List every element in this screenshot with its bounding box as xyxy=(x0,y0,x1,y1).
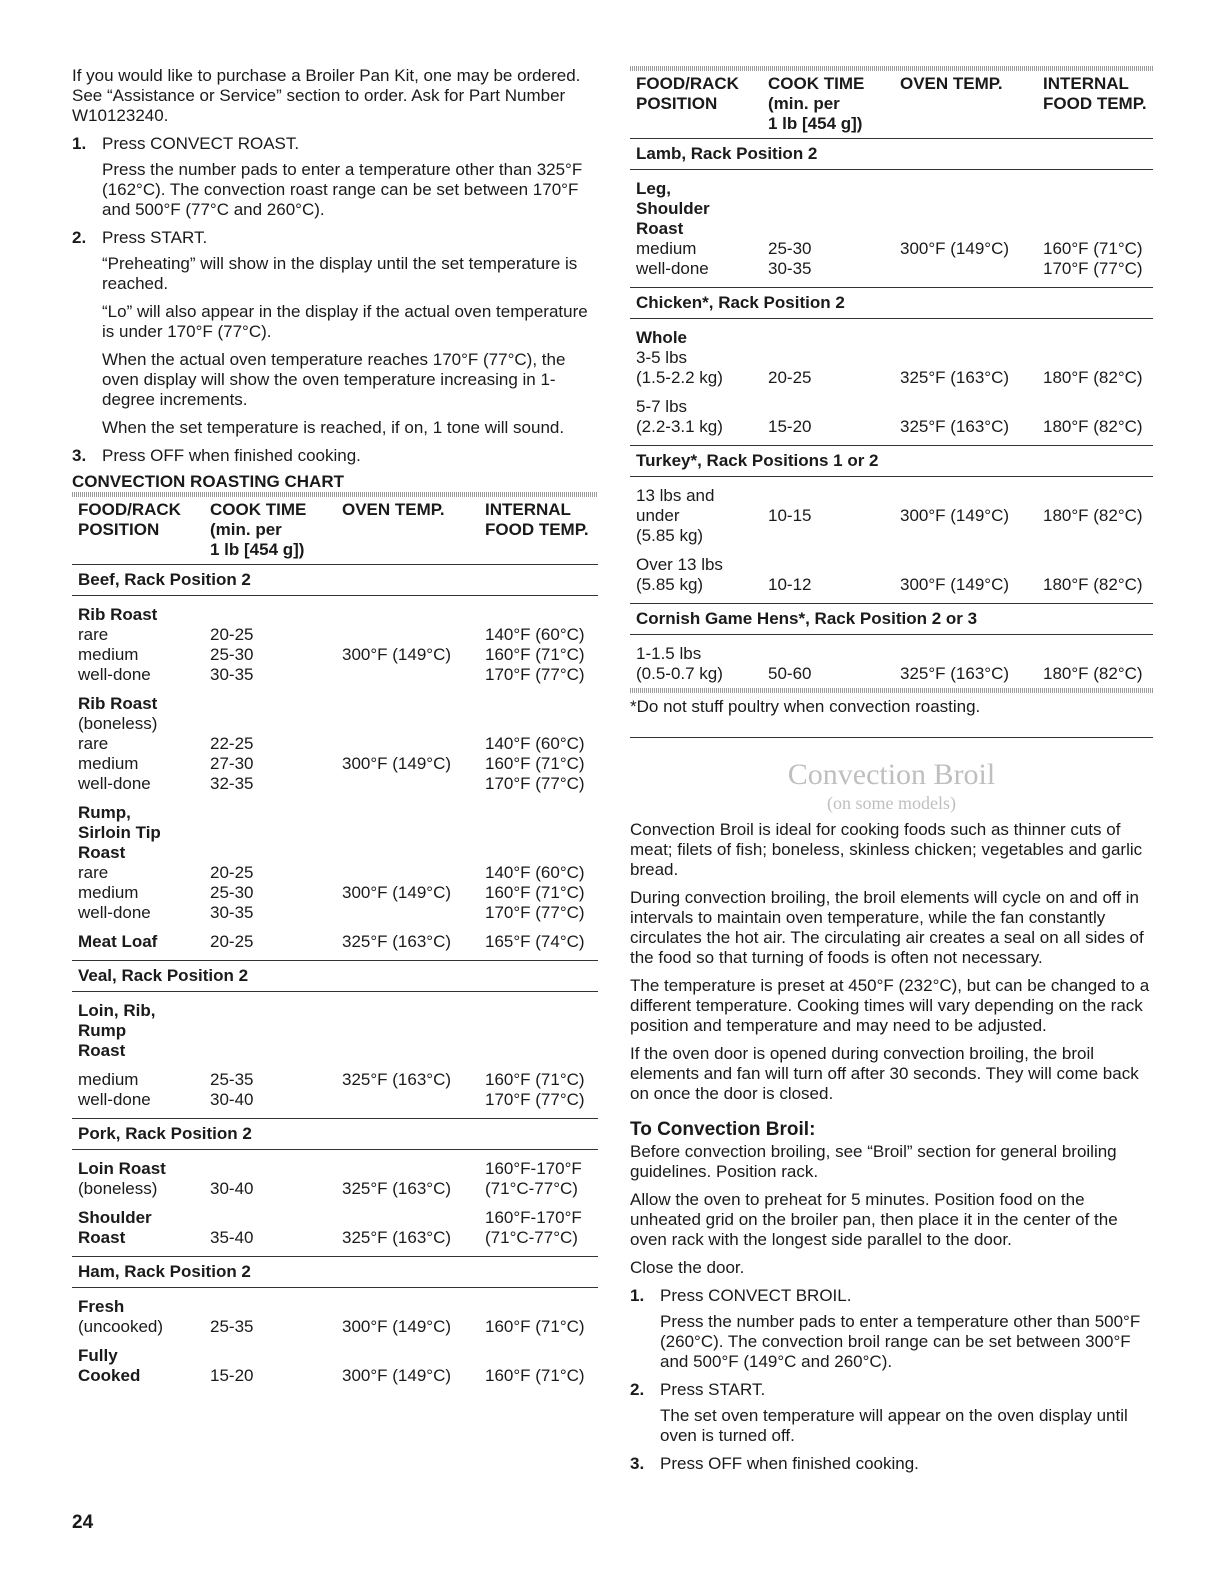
table-row: medium 25-35 325°F (163°C) 160°F (71°C) xyxy=(78,1070,585,1089)
table-row: well-done 30-35 170°F (77°C) xyxy=(78,903,585,922)
table-row: well-done 30-35 170°F (77°C) xyxy=(78,665,585,684)
dotted-divider xyxy=(630,688,1153,693)
table-row: well-done 30-40 170°F (77°C) xyxy=(72,1090,598,1119)
section-beef: Beef, Rack Position 2 xyxy=(72,565,598,596)
header-oven-temp: OVEN TEMP. xyxy=(336,497,479,565)
section-turkey: Turkey*, Rack Positions 1 or 2 xyxy=(630,446,1153,477)
step-2-detail: “Lo” will also appear in the display if the actual oven temperature is under 170°F (77°C). xyxy=(102,302,588,341)
section-pork: Pork, Rack Position 2 xyxy=(72,1119,598,1150)
step-1: 1. Press CONVECT ROAST. xyxy=(72,134,300,153)
broil-step-2-detail: The set oven temperature will appear on the oven display until oven is turned off. xyxy=(660,1406,1128,1445)
table-row: rare 22-25 140°F (60°C) xyxy=(78,734,585,753)
step-2-detail: When the set temperature is reached, if on, 1 tone will sound. xyxy=(102,418,565,437)
subsection-heading: To Convection Broil: xyxy=(630,1119,816,1140)
header-food-rack: FOOD/RACK POSITION xyxy=(72,497,204,565)
section-heading: Convection Broil xyxy=(787,758,996,791)
header-internal-temp: INTERNAL FOOD TEMP. xyxy=(479,497,598,565)
paragraph: During convection broiling, the broil elements will cycle on and off in intervals to maintain oven temperature, while the fan constantly circulates the hot air. The circulating air creates a seal on all sides of the food so that turning of foods is often not necessary. xyxy=(630,888,1144,967)
step-1-detail: Press the number pads to enter a temperature other than 325°F (162°C). The convection roast range can be set between 170°F and 500°F (77°C and 260°C). xyxy=(102,160,583,219)
step-2: 2. Press START. xyxy=(72,228,208,247)
section-lamb: Lamb, Rack Position 2 xyxy=(630,139,1153,170)
section-chicken: Chicken*, Rack Position 2 xyxy=(630,288,1153,319)
table-row: under 10-15 300°F (149°C) 180°F (82°C) xyxy=(636,506,1143,525)
broil-step-3: 3. Press OFF when finished cooking. xyxy=(630,1454,919,1473)
broil-step-1-detail: Press the number pads to enter a temperature other than 500°F (260°C). The convection broil range can be set between 300°F and 500°F (149°C and 260°C). xyxy=(660,1312,1141,1371)
step-3: 3. Press OFF when finished cooking. xyxy=(72,446,361,465)
table-row: (1.5-2.2 kg) 20-25 325°F (163°C) 180°F (82°C) xyxy=(636,368,1143,387)
table-row: medium 25-30 300°F (149°C) 160°F (71°C) xyxy=(78,883,585,902)
paragraph: Close the door. xyxy=(630,1258,745,1277)
paragraph: The temperature is preset at 450°F (232°C), but can be changed to a different temperature. Cooking times will vary depending on the rack position and temperature and may need to be adjusted. xyxy=(630,976,1150,1035)
section-veal: Veal, Rack Position 2 xyxy=(72,961,598,992)
table-row: Cooked 15-20 300°F (149°C) 160°F (71°C) xyxy=(78,1366,585,1385)
roasting-chart-left: FOOD/RACK POSITION COOK TIME (min. per 1 lb [454 g]) OVEN TEMP. INTERNAL FOOD TEMP. Beef, Rack Position 2 Rib Roast rare 20-25 140°F (60°C) medium 25-30 300°F (149°C) 160°F (71°C) well-done 30-35 170°F (77°C) Rib Roast (boneless) rare 22-25 140°F (60°C) medium 27-30 300°F (149°C) 160°F (71°C) well-done 32-35 170°F (77°C) Rump, Sirloin Tip Roast rare 20-25 140°F (60°C) medium 25-30 300°F (149°C) 160°F (71°C) well-done 30-35 170°F (77°C) Meat Loaf 20-25 325°F (163°C) 165°F (74°C) Veal, Rack Position 2 Loin, Rib, Rump Roast medium 25-35 325°F (163°C) 160°F (71°C) well-done 30-40 170°F (77°C) Pork, Rack Position 2 Loin Roast 160°F-170°F (boneless) 30-40 325°F (163°C) (71°C-77°C) Shoulder 160°F-170°F Roast 35-40 325°F (163°C) (71°C-77°C) Ham, Rack Position 2 Fresh (uncooked) 25-35 300°F (149°C) 160°F (71°C) Fully Cooked 15-20 300°F (149°C) 160°F (71°C) xyxy=(72,497,598,1386)
table-row: (boneless) 30-40 325°F (163°C) (71°C-77°C) xyxy=(78,1179,578,1198)
broil-step-1: 1. Press CONVECT BROIL. xyxy=(630,1286,852,1305)
header-oven-temp: OVEN TEMP. xyxy=(894,71,1037,139)
section-ham: Ham, Rack Position 2 xyxy=(72,1257,598,1288)
left-column xyxy=(72,66,598,1386)
footnote: *Do not stuff poultry when convection roasting. xyxy=(630,697,981,716)
table-row: rare 20-25 140°F (60°C) xyxy=(78,625,585,644)
paragraph: Convection Broil is ideal for cooking foods such as thinner cuts of meat; filets of fish; boneless, skinless chicken; vegetables and garlic bread. xyxy=(630,820,1143,879)
table-row: medium 27-30 300°F (149°C) 160°F (71°C) xyxy=(78,754,585,773)
page-number: 24 xyxy=(72,1512,94,1533)
table-row: well-done 30-35 170°F (77°C) xyxy=(630,259,1153,288)
step-2-detail: When the actual oven temperature reaches 170°F (77°C), the oven display will show the oven temperature increasing in 1-degree increments. xyxy=(102,350,566,409)
table-row: medium 25-30 300°F (149°C) 160°F (71°C) xyxy=(636,239,1143,258)
paragraph: Allow the oven to preheat for 5 minutes. Position food on the unheated grid on the broiler pan, then place it in the center of the oven rack with the longest side parallel to the door. xyxy=(630,1190,1118,1249)
table-row: Roast 35-40 325°F (163°C) (71°C-77°C) xyxy=(72,1228,598,1257)
table-row: rare 20-25 140°F (60°C) xyxy=(78,863,585,882)
intro-paragraph: If you would like to purchase a Broiler Pan Kit, one may be ordered. See “Assistance or Service” section to order. Ask for Part Number W10123240. xyxy=(72,66,581,125)
header-food-rack: FOOD/RACK POSITION xyxy=(630,71,762,139)
table-row: well-done 32-35 170°F (77°C) xyxy=(78,774,585,793)
table-row: Meat Loaf 20-25 325°F (163°C) 165°F (74°C) xyxy=(72,923,598,961)
table-row: (uncooked) 25-35 300°F (149°C) 160°F (71°C) xyxy=(78,1317,585,1336)
header-cook-time: COOK TIME (min. per 1 lb [454 g]) xyxy=(204,497,336,565)
section-rule xyxy=(630,737,1153,738)
header-cook-time: COOK TIME (min. per 1 lb [454 g]) xyxy=(762,71,894,139)
header-internal-temp: INTERNAL FOOD TEMP. xyxy=(1037,71,1153,139)
table-row: (2.2-3.1 kg) 15-20 325°F (163°C) 180°F (82°C) xyxy=(630,417,1153,446)
table-row: (0.5-0.7 kg) 50-60 325°F (163°C) 180°F (82°C) xyxy=(636,664,1143,683)
roasting-chart-right: FOOD/RACK POSITION COOK TIME (min. per 1 lb [454 g]) OVEN TEMP. INTERNAL FOOD TEMP. Lamb, Rack Position 2 Leg, Shoulder Roast medium 25-30 300°F (149°C) 160°F (71°C) well-done 30-35 170°F (77°C) Chicken*, Rack Position 2 Whole 3-5 lbs (1.5-2.2 kg) 20-25 325°F (163°C) 180°F (82°C) 5-7 lbs (2.2-3.1 kg) 15-20 325°F (163°C) 180°F (82°C) Turkey*, Rack Positions 1 or 2 13 lbs and under 10-15 300°F (149°C) 180°F (82°C) (5.85 kg) Over 13 lbs (5.85 kg) 10-12 300°F (149°C) 180°F (82°C) Cornish Game Hens*, Rack Position 2 or 3 1-1.5 lbs (0.5-0.7 kg) 50-60 325°F (163°C) 180°F (82°C) xyxy=(630,71,1153,684)
chart-title: CONVECTION ROASTING CHART xyxy=(72,472,344,491)
section-cornish: Cornish Game Hens*, Rack Position 2 or 3 xyxy=(630,604,1153,635)
step-2-detail: “Preheating” will show in the display until the set temperature is reached. xyxy=(102,254,578,293)
right-column xyxy=(630,66,1153,1480)
paragraph: Before convection broiling, see “Broil” section for general broiling guidelines. Position rack. xyxy=(630,1142,1117,1181)
paragraph: If the oven door is opened during convection broiling, the broil elements and fan will turn off after 30 seconds. They will come back on once the door is closed. xyxy=(630,1044,1139,1103)
table-row: (5.85 kg) 10-12 300°F (149°C) 180°F (82°C) xyxy=(630,575,1153,604)
table-row: medium 25-30 300°F (149°C) 160°F (71°C) xyxy=(78,645,585,664)
broil-step-2: 2. Press START. xyxy=(630,1380,766,1399)
section-subheading: (on some models) xyxy=(827,793,956,813)
